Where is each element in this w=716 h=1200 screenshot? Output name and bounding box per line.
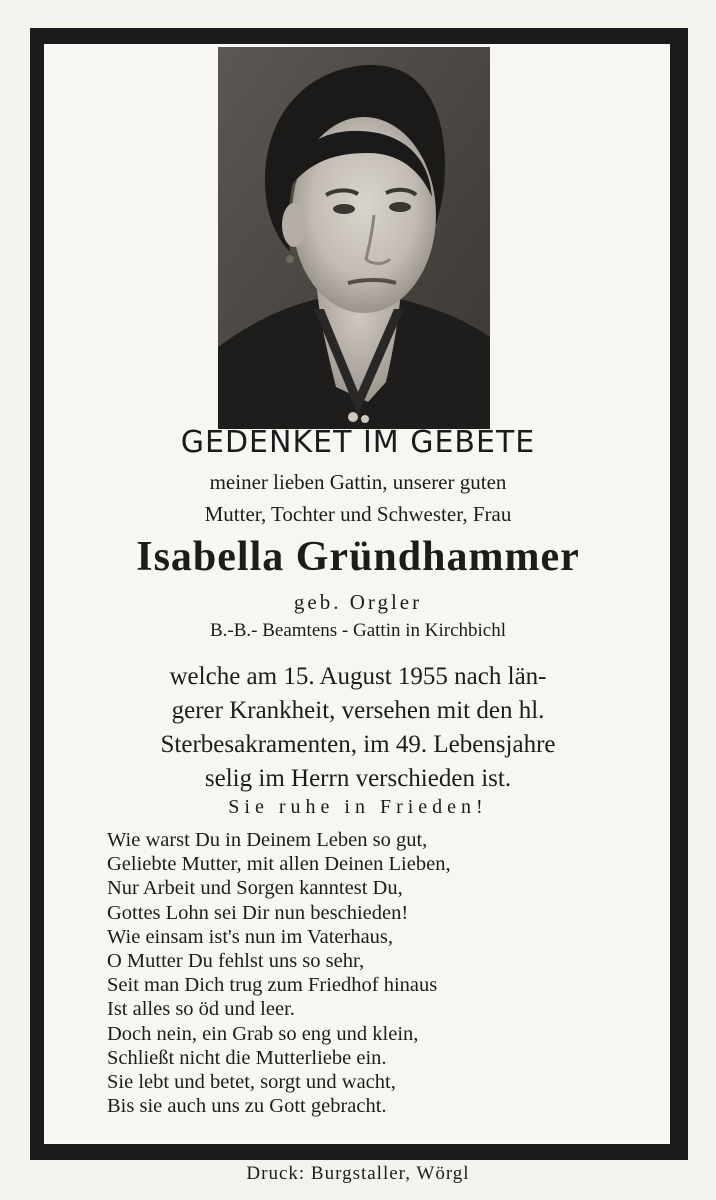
poem-line: O Mutter Du fehlst uns so sehr, [107, 950, 365, 973]
death-notice [0, 660, 716, 796]
intro-line: Mutter, Tochter und Schwester, Frau [204, 502, 512, 526]
occupation-line: B.-B.- Beamtens - Gattin in Kirchbichl [209, 620, 507, 641]
poem-line: Nur Arbeit und Sorgen kanntest Du, [107, 877, 403, 900]
poem-line: Seit man Dich trug zum Friedhof hinaus [107, 974, 438, 997]
rest-in-peace: Sie ruhe in Frieden! [228, 796, 488, 818]
portrait-photo [218, 47, 490, 429]
notice-line: Sterbesakramenten, im 49. Lebensjahre [160, 731, 556, 758]
poem-line: Geliebte Mutter, mit allen Deinen Lieben, [107, 853, 451, 876]
printer-credit: Druck: Burgstaller, Wörgl [246, 1163, 470, 1184]
notice-line: gerer Krankheit, versehen mit den hl. [171, 697, 545, 724]
intro-line: meiner lieben Gattin, unserer guten [209, 470, 507, 494]
heading-title: GEDENKET IM GEBETE [180, 425, 536, 460]
intro-text [0, 466, 716, 530]
poem-line: Wie warst Du in Deinem Leben so gut, [107, 829, 428, 851]
poem-line: Ist alles so öd und leer. [107, 998, 295, 1021]
poem-line: Bis sie auch uns zu Gott gebracht. [107, 1095, 387, 1118]
maiden-name: geb. Orgler [293, 590, 423, 614]
poem-line: Schließt nicht die Mutterliebe ein. [107, 1046, 387, 1069]
notice-line: selig im Herrn verschieden ist. [204, 765, 512, 792]
poem-line: Doch nein, ein Grab so eng und klein, [107, 1022, 419, 1045]
poem-line: Wie einsam ist's nun im Vaterhaus, [107, 925, 394, 948]
poem-line: Sie lebt und betet, sorgt und wacht, [107, 1071, 396, 1094]
poem-line: Gottes Lohn sei Dir nun beschieden! [107, 901, 409, 924]
memorial-poem [107, 828, 667, 1118]
notice-line: welche am 15. August 1955 nach län- [169, 663, 547, 690]
deceased-name: Isabella Gründhammer [136, 534, 580, 580]
